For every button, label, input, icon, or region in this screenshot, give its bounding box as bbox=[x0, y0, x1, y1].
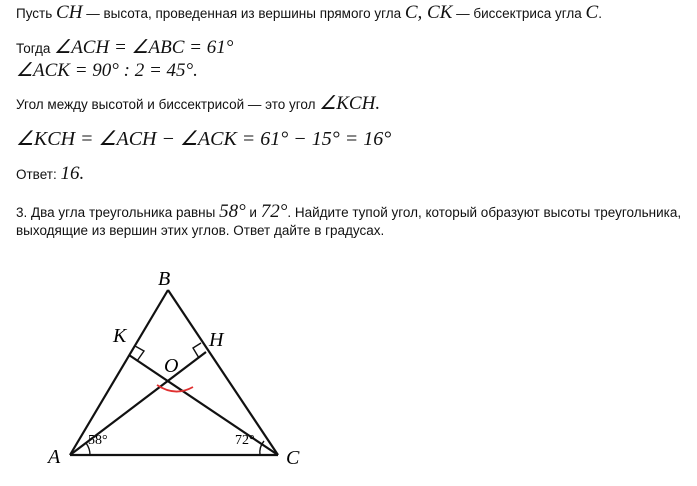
then-word: Тогда bbox=[16, 41, 55, 56]
label-o: O bbox=[164, 355, 179, 377]
label-b: B bbox=[158, 268, 171, 290]
side-bc bbox=[168, 290, 278, 455]
answer-label: Ответ: bbox=[16, 167, 61, 182]
intro-c-ck: C, CK bbox=[404, 2, 453, 23]
intro-mid: — высота, проведенная из вершины прямого угла bbox=[82, 6, 405, 21]
problem-prefix: 3. Два угла треугольника равны bbox=[16, 205, 220, 220]
answer-value: 16. bbox=[60, 163, 85, 184]
angle-text: Угол между высотой и биссектрисой — это угол bbox=[16, 97, 320, 112]
angle-label-a: 58° bbox=[88, 433, 108, 448]
label-c: C bbox=[286, 447, 300, 469]
intro-c: C bbox=[585, 2, 599, 23]
main-formula: ∠KCH = ∠ACH − ∠ACK = 61° − 15° = 16° bbox=[16, 128, 392, 150]
intro-mid2: — биссектриса угла bbox=[452, 6, 586, 21]
problem-line-2-text: выходящие из вершин этих углов. Ответ дайте в градусах. bbox=[16, 223, 385, 238]
problem-angle-2: 72° bbox=[260, 201, 288, 222]
problem-rest: . Найдите тупой угол, который образуют высоты треугольника, bbox=[287, 205, 682, 220]
label-a: A bbox=[48, 446, 61, 468]
angle-label-c: 72° bbox=[235, 433, 255, 448]
altitude-ck bbox=[129, 355, 278, 455]
intro-end: . bbox=[598, 6, 602, 21]
intro-ch: CH bbox=[56, 2, 83, 23]
label-k: K bbox=[113, 325, 127, 347]
ack-formula: ∠ACK = 90° : 2 = 45°. bbox=[16, 60, 198, 81]
angle-name: ∠KCH. bbox=[319, 93, 381, 114]
intro-prefix: Пусть bbox=[16, 6, 57, 21]
then-formula: ∠ACH = ∠ABC = 61° bbox=[54, 37, 234, 58]
problem-and: и bbox=[245, 205, 261, 220]
problem-angle-1: 58° bbox=[219, 201, 246, 222]
label-h: H bbox=[209, 329, 224, 351]
